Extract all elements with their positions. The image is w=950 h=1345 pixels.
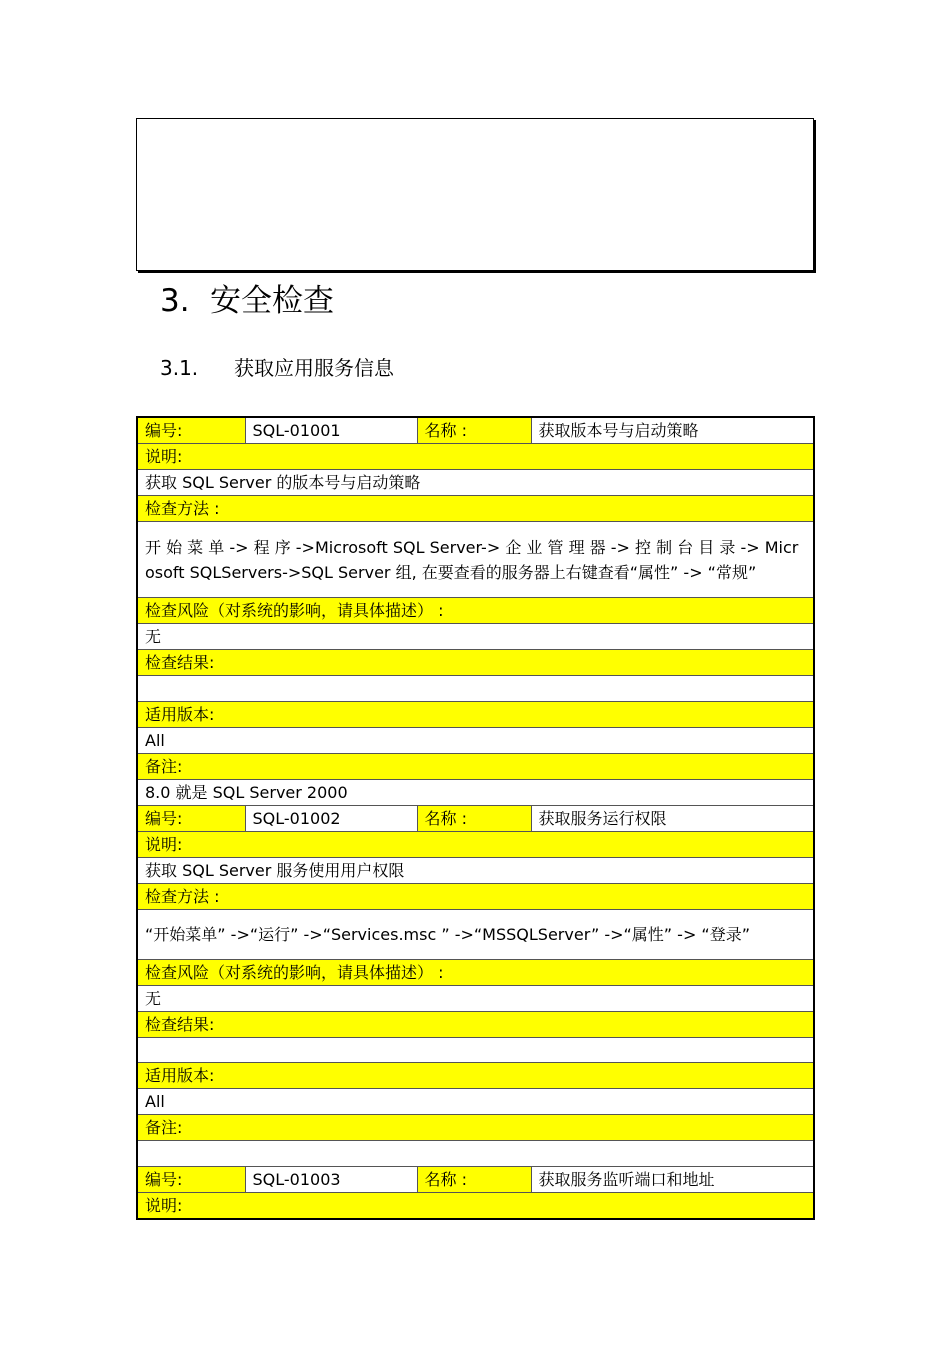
id-value: SQL-01001: [245, 417, 417, 444]
note-label: 备注:: [137, 753, 814, 779]
id-label: 编号:: [137, 1167, 245, 1193]
name-value: 获取版本号与启动策略: [531, 417, 814, 444]
table-row: [137, 909, 814, 959]
note-label: 备注:: [137, 1115, 814, 1141]
name-label: 名称 :: [417, 417, 531, 444]
table-row: [137, 753, 814, 779]
section-heading: [160, 281, 334, 321]
risk-label: 检查风险（对系统的影响，请具体描述） :: [137, 598, 814, 624]
version-value: All: [137, 1089, 814, 1115]
section-title: 安全检查: [210, 283, 334, 319]
table-row: [137, 624, 814, 650]
table-row: [137, 1193, 814, 1220]
id-value: SQL-01003: [245, 1167, 417, 1193]
method-label: 检查方法 :: [137, 883, 814, 909]
table-row: [137, 985, 814, 1011]
table-row: [137, 1089, 814, 1115]
note-value: [137, 1141, 814, 1167]
table-row: [137, 676, 814, 702]
desc-value: 获取 SQL Server 服务使用用户权限: [137, 857, 814, 883]
desc-label: 说明:: [137, 1193, 814, 1220]
table-row: [137, 779, 814, 805]
table-row: [137, 444, 814, 470]
table-row: [137, 701, 814, 727]
table-row: [137, 959, 814, 985]
risk-value: 无: [137, 624, 814, 650]
subsection-title: 获取应用服务信息: [234, 356, 394, 380]
table-row: [137, 1115, 814, 1141]
table-row: [137, 1011, 814, 1037]
subsection-number: 3.1.: [160, 356, 199, 380]
risk-label: 检查风险（对系统的影响，请具体描述） :: [137, 959, 814, 985]
risk-value: 无: [137, 985, 814, 1011]
table-row: [137, 650, 814, 676]
desc-label: 说明:: [137, 444, 814, 470]
result-value: [137, 676, 814, 702]
table-row: [137, 522, 814, 598]
table-row: [137, 883, 814, 909]
method-value: 开 始 菜 单 -> 程 序 ->Microsoft SQL Server-> 企 业 管 理 器 -> 控 制 台 目 录 -> Microsoft SQLServers->SQL Server 组, 在要查看的服务器上右键查看“属性” -> “常规”: [137, 522, 814, 598]
table-row: [137, 727, 814, 753]
result-label: 检查结果:: [137, 1011, 814, 1037]
table-row: [137, 1037, 814, 1063]
name-label: 名称 :: [417, 1167, 531, 1193]
id-label: 编号:: [137, 417, 245, 444]
result-value: [137, 1037, 814, 1063]
section-number: 3.: [160, 283, 190, 319]
note-value: 8.0 就是 SQL Server 2000: [137, 779, 814, 805]
security-check-table: [136, 416, 815, 1220]
method-label: 检查方法 :: [137, 496, 814, 522]
version-value: All: [137, 727, 814, 753]
subsection-heading: [160, 353, 394, 383]
table-row: [137, 598, 814, 624]
table-row: [137, 1167, 814, 1193]
desc-value: 获取 SQL Server 的版本号与启动策略: [137, 470, 814, 496]
id-value: SQL-01002: [245, 805, 417, 831]
name-label: 名称 :: [417, 805, 531, 831]
name-value: 获取服务监听端口和地址: [531, 1167, 814, 1193]
table-row: [137, 831, 814, 857]
version-label: 适用版本:: [137, 1063, 814, 1089]
table-row: [137, 805, 814, 831]
name-value: 获取服务运行权限: [531, 805, 814, 831]
table-row: [137, 857, 814, 883]
method-value: “开始菜单” ->“运行” ->“Services.msc ” ->“MSSQLServer” ->“属性” -> “登录”: [137, 909, 814, 959]
table-row: [137, 496, 814, 522]
table-row: [137, 470, 814, 496]
table-row: [137, 1063, 814, 1089]
table-row: [137, 1141, 814, 1167]
table-row: [137, 417, 814, 444]
result-label: 检查结果:: [137, 650, 814, 676]
version-label: 适用版本:: [137, 701, 814, 727]
desc-label: 说明:: [137, 831, 814, 857]
id-label: 编号:: [137, 805, 245, 831]
empty-text-box: [136, 118, 814, 271]
